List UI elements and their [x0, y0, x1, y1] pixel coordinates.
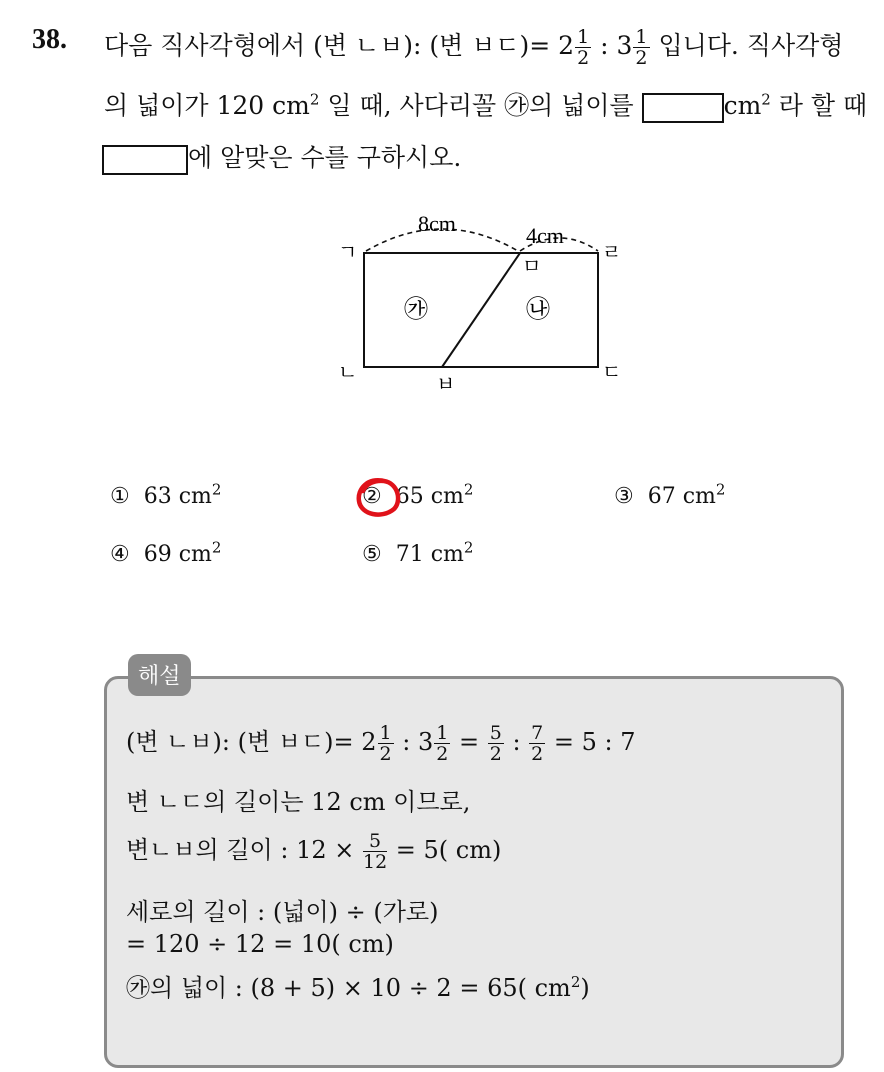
- solution-text: = 5( cm): [388, 836, 502, 864]
- fraction: $\frac{1}{2}$: [577, 26, 590, 69]
- vertex-label-top-left: ㄱ: [338, 240, 358, 264]
- choice-marker: ①: [110, 484, 130, 509]
- question-text: 라 할 때: [770, 91, 868, 120]
- fraction: $\frac{1}{2}$: [635, 26, 648, 69]
- choice-value: 63: [143, 484, 172, 509]
- superscript: 2: [761, 90, 771, 109]
- unit: cm: [272, 91, 310, 120]
- point-label-bottom: ㅂ: [436, 372, 456, 395]
- unit: cm: [682, 484, 716, 509]
- solution-line-4: 세로의 길이 : (넓이) ÷ (가로): [126, 898, 439, 926]
- choice-value: 65: [395, 484, 424, 509]
- unit: cm: [430, 484, 464, 509]
- solution-line-5: = 120 ÷ 12 = 10( cm): [126, 930, 394, 958]
- solution-text: ㉮의 넓이 : (8 + 5) × 10 ÷ 2 = 65( cm: [126, 974, 571, 1002]
- question-line-2: [104, 86, 867, 123]
- vertex-label-top-right: ㄹ: [602, 240, 622, 264]
- superscript: 2: [715, 480, 726, 499]
- question-text: 일 때, 사다리꼴 ㉮의 넓이를: [319, 91, 634, 120]
- unit: cm: [178, 542, 212, 567]
- point-label-top: ㅁ: [522, 254, 542, 278]
- solution-line-3: [126, 830, 501, 872]
- question-line-1: [104, 26, 843, 68]
- choice-1[interactable]: [110, 480, 222, 509]
- vertex-label-bottom-right: ㄷ: [602, 360, 622, 384]
- fraction: $\frac{5}{2}$: [489, 722, 502, 765]
- choice-marker: ③: [614, 484, 634, 509]
- solution-text: :: [504, 728, 529, 756]
- unit: cm: [178, 484, 212, 509]
- superscript: 2: [463, 538, 474, 557]
- question-text: : 3: [592, 31, 633, 60]
- choice-value: 67: [647, 484, 676, 509]
- superscript: 2: [309, 90, 320, 109]
- choice-value: 71: [395, 542, 424, 567]
- question-text: 에 알맞은 수를 구하시오.: [188, 143, 462, 172]
- choice-3[interactable]: [614, 480, 726, 509]
- solution-text: =: [451, 728, 487, 756]
- choice-marker: ②: [362, 484, 382, 509]
- choice-4[interactable]: [110, 538, 222, 567]
- question-text: 입니다. 직사각형: [650, 31, 844, 60]
- unit: cm: [723, 91, 762, 120]
- solution-line-1: [126, 722, 636, 764]
- rectangle-figure: [330, 205, 640, 395]
- solution-line-6: [126, 968, 590, 1003]
- vertex-label-bottom-left: ㄴ: [338, 360, 358, 384]
- unit: cm: [430, 542, 464, 567]
- question-text: 다음 직사각형에서 (변 ㄴㅂ): (변 ㅂㄷ)= 2: [104, 31, 575, 60]
- question-number: 38.: [32, 24, 67, 55]
- solution-label: 해설: [128, 654, 191, 696]
- superscript: 2: [463, 480, 474, 499]
- answer-blank-box: [102, 145, 188, 175]
- solution-text: (변 ㄴㅂ): (변 ㅂㄷ)= 2: [126, 728, 377, 756]
- answer-mark-circle: [354, 475, 404, 521]
- region-label-left: ㉮: [404, 295, 428, 323]
- solution-text: : 3: [394, 728, 434, 756]
- trapezoid-divider-line: [442, 253, 520, 367]
- fraction: $\frac{7}{2}$: [531, 722, 544, 765]
- dim-label-4cm: 4cm: [526, 223, 564, 248]
- choice-marker: ⑤: [362, 542, 382, 567]
- fraction: $\frac{5}{12}$: [362, 830, 388, 873]
- solution-text: = 5 : 7: [546, 728, 636, 756]
- solution-text: 변ㄴㅂ의 길이 : 12 ×: [126, 836, 362, 864]
- region-label-right: ㉯: [526, 295, 550, 323]
- question-line-3: [102, 138, 461, 175]
- choice-5[interactable]: [362, 538, 474, 567]
- choice-marker: ④: [110, 542, 130, 567]
- choice-value: 69: [143, 542, 172, 567]
- solution-line-2: 변 ㄴㄷ의 길이는 12 cm 이므로,: [126, 788, 471, 816]
- superscript: 2: [211, 538, 222, 557]
- answer-blank-box: [642, 93, 724, 123]
- fraction: $\frac{1}{2}$: [436, 722, 449, 765]
- question-text: 의 넓이가 120: [104, 91, 265, 120]
- solution-text: ): [580, 974, 590, 1002]
- fraction: $\frac{1}{2}$: [379, 722, 392, 765]
- dim-label-8cm: 8cm: [418, 211, 456, 236]
- superscript: 2: [211, 480, 222, 499]
- superscript: 2: [570, 973, 581, 991]
